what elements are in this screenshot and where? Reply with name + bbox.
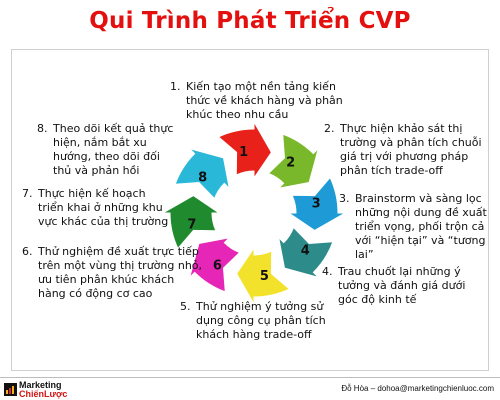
step-4 [322,265,472,307]
page-title: Qui Trình Phát Triển CVP [89,8,411,34]
cycle-number-6: 6 [212,258,222,274]
step-3-number: 3. [339,192,350,205]
author-credit: Đỗ Hòa – dohoa@marketingchienluoc.com [341,384,494,393]
step-7 [22,187,174,229]
cycle-number-3: 3 [311,196,321,212]
step-8-number: 8. [37,122,48,135]
cycle-number-7: 7 [187,217,197,233]
brand-logo [4,380,76,400]
step-1-number: 1. [170,80,181,93]
cycle-number-8: 8 [198,170,208,186]
logo-text-line1: Marketing [19,380,62,390]
logo-icon [4,383,17,396]
cycle-number-4: 4 [300,243,310,259]
step-2 [324,122,494,178]
step-5 [180,300,340,342]
cycle-number-5: 5 [259,269,269,285]
footer-divider [0,377,500,378]
step-2-number: 2. [324,122,335,135]
cycle-number-2: 2 [286,155,296,171]
step-5-text: Thử nghiệm ý tưởng sử dụng công cụ phân tích khách hàng trade-off [196,300,326,341]
step-3-text: Brainstorm và sàng lọc những nội dung đề xuất triển vọng, phối trộn cả với “hiện tại” và “tương lai” [355,192,487,261]
step-8-text: Theo dõi kết quả thực hiện, nắm bắt xu hướng, theo dõi đối thủ và phản hồi [53,122,174,177]
step-6-text: Thử nghiệm đề xuất trực tiếp trên một vùng thị trường nhỏ, ưu tiên phân khúc khách hàng có động cơ cao [38,245,203,300]
step-1-text: Kiến tạo một nền tảng kiến thức về khách hàng và phân khúc theo nhu cầu [186,80,343,121]
step-8 [37,122,177,178]
logo-text-line2: ChiếnLược [19,389,68,399]
step-7-text: Thực hiện kế hoạch triển khai ở những khu vực khác của thị trường [38,187,169,228]
cycle-number-1: 1 [239,144,249,160]
step-6-number: 6. [22,245,33,258]
step-1 [170,80,346,122]
step-3 [339,192,491,262]
step-7-number: 7. [22,187,33,200]
step-6 [22,245,202,301]
step-4-text: Trau chuốt lại những ý tưởng và đánh giá dưới góc độ kinh tế [338,265,466,306]
step-5-number: 5. [180,300,191,313]
step-4-number: 4. [322,265,333,278]
step-2-text: Thực hiện khảo sát thị trường và phân tích chuỗi giá trị với phương pháp phân tích trade-off [340,122,482,177]
